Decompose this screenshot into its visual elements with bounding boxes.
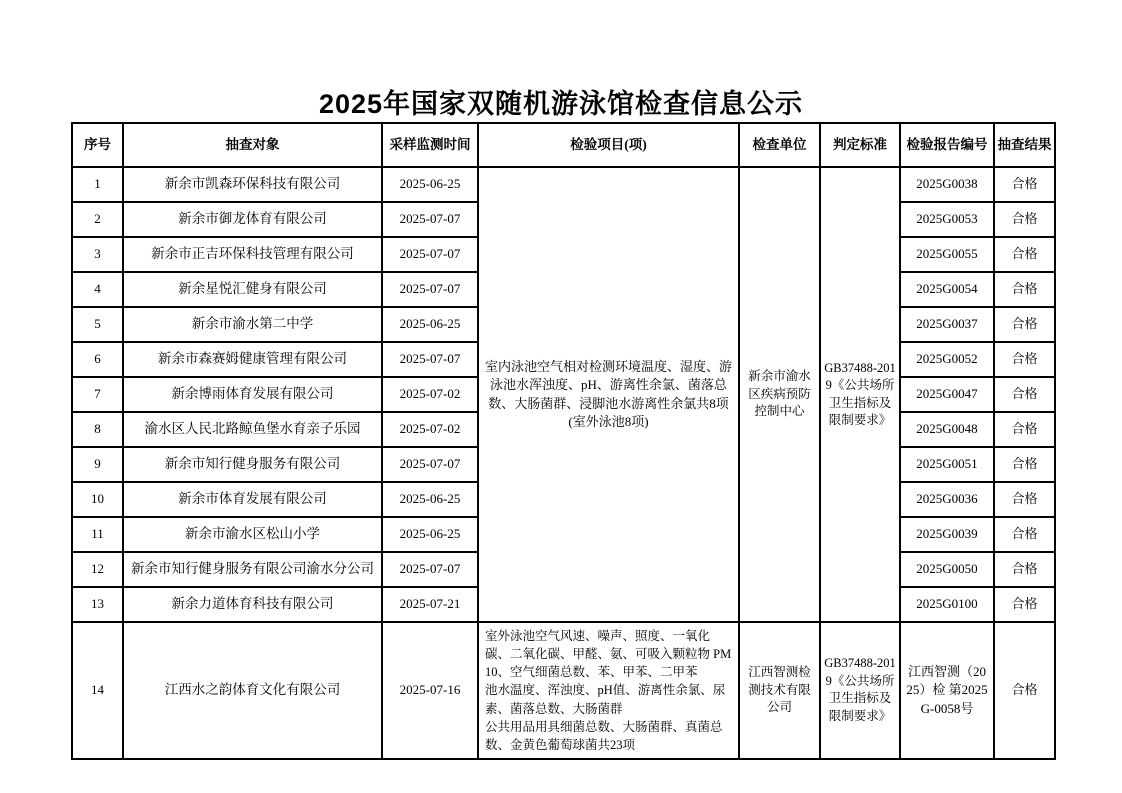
cell-no: 14 <box>72 622 123 759</box>
items-line-water: 池水温度、浑浊度、pH值、游离性余氯、尿素、菌落总数、大肠菌群 <box>485 683 726 716</box>
cell-target: 新余市渝水区松山小学 <box>123 517 382 552</box>
cell-report: 2025G0037 <box>900 307 994 342</box>
cell-result: 合格 <box>994 377 1055 412</box>
cell-no: 2 <box>72 202 123 237</box>
cell-report: 2025G0038 <box>900 167 994 202</box>
cell-target: 新余市御龙体育有限公司 <box>123 202 382 237</box>
cell-result: 合格 <box>994 587 1055 622</box>
cell-items-merged: 室内泳池空气相对检测环境温度、湿度、游泳池水浑浊度、pH、游离性余氯、菌落总数、大肠菌群、浸脚池水游离性余氯共8项(室外泳池8项) <box>478 167 739 622</box>
cell-report: 2025G0054 <box>900 272 994 307</box>
cell-items <box>478 622 739 759</box>
cell-report: 2025G0048 <box>900 412 994 447</box>
cell-no: 4 <box>72 272 123 307</box>
cell-report: 2025G0052 <box>900 342 994 377</box>
cell-target: 江西水之韵体育文化有限公司 <box>123 622 382 759</box>
cell-report: 2025G0051 <box>900 447 994 482</box>
col-header-result: 抽查结果 <box>994 123 1055 167</box>
cell-result: 合格 <box>994 237 1055 272</box>
items-line-air: 室外泳池空气风速、噪声、照度、一氧化碳、二氧化碳、甲醛、氨、可吸入颗粒物 PM10、空气细菌总数、苯、甲苯、二甲苯 <box>485 629 732 680</box>
cell-report: 2025G0036 <box>900 482 994 517</box>
cell-report: 2025G0047 <box>900 377 994 412</box>
cell-result: 合格 <box>994 552 1055 587</box>
col-header-no: 序号 <box>72 123 123 167</box>
col-header-standard: 判定标准 <box>820 123 900 167</box>
cell-date: 2025-07-21 <box>382 587 478 622</box>
cell-date: 2025-07-07 <box>382 202 478 237</box>
cell-date: 2025-06-25 <box>382 307 478 342</box>
cell-no: 10 <box>72 482 123 517</box>
cell-no: 5 <box>72 307 123 342</box>
cell-date: 2025-07-02 <box>382 412 478 447</box>
cell-unit: 江西智测检测技术有限公司 <box>739 622 820 759</box>
cell-result: 合格 <box>994 167 1055 202</box>
cell-report: 2025G0039 <box>900 517 994 552</box>
cell-target: 新余市知行健身服务有限公司 <box>123 447 382 482</box>
cell-no: 7 <box>72 377 123 412</box>
cell-result: 合格 <box>994 342 1055 377</box>
col-header-unit: 检查单位 <box>739 123 820 167</box>
cell-target: 新余市渝水第二中学 <box>123 307 382 342</box>
cell-target: 渝水区人民北路鲸鱼堡水育亲子乐园 <box>123 412 382 447</box>
cell-date: 2025-06-25 <box>382 167 478 202</box>
cell-date: 2025-07-16 <box>382 622 478 759</box>
cell-target: 新余力道体育科技有限公司 <box>123 587 382 622</box>
col-header-items: 检验项目(项) <box>478 123 739 167</box>
cell-result: 合格 <box>994 517 1055 552</box>
cell-result: 合格 <box>994 412 1055 447</box>
inspection-table <box>71 122 1056 760</box>
cell-date: 2025-07-07 <box>382 447 478 482</box>
cell-result: 合格 <box>994 482 1055 517</box>
table-header-row <box>72 123 1055 167</box>
cell-date: 2025-07-07 <box>382 552 478 587</box>
cell-target: 新余市森赛姆健康管理有限公司 <box>123 342 382 377</box>
cell-no: 1 <box>72 167 123 202</box>
cell-result: 合格 <box>994 447 1055 482</box>
cell-target: 新余市体育发展有限公司 <box>123 482 382 517</box>
col-header-report: 检验报告编号 <box>900 123 994 167</box>
cell-no: 3 <box>72 237 123 272</box>
cell-report: 2025G0053 <box>900 202 994 237</box>
cell-no: 11 <box>72 517 123 552</box>
cell-standard-merged: GB37488-2019《公共场所卫生指标及限制要求》 <box>820 167 900 622</box>
table-row <box>72 167 1055 202</box>
table-row <box>72 622 1055 759</box>
cell-target: 新余星悦汇健身有限公司 <box>123 272 382 307</box>
cell-result: 合格 <box>994 202 1055 237</box>
cell-target: 新余市凯森环保科技有限公司 <box>123 167 382 202</box>
page-title: 2025年国家双随机游泳馆检查信息公示 <box>318 89 804 119</box>
cell-no: 12 <box>72 552 123 587</box>
cell-date: 2025-07-07 <box>382 272 478 307</box>
cell-no: 13 <box>72 587 123 622</box>
items-line-utensils: 公共用品用具细菌总数、大肠菌群、真菌总数、金黄色葡萄球菌共23项 <box>485 719 723 752</box>
cell-date: 2025-07-07 <box>382 237 478 272</box>
cell-report: 2025G0055 <box>900 237 994 272</box>
cell-date: 2025-07-02 <box>382 377 478 412</box>
cell-report: 2025G0100 <box>900 587 994 622</box>
cell-date: 2025-06-25 <box>382 517 478 552</box>
col-header-target: 抽查对象 <box>123 123 382 167</box>
cell-target: 新余博雨体育发展有限公司 <box>123 377 382 412</box>
cell-no: 6 <box>72 342 123 377</box>
cell-result: 合格 <box>994 307 1055 342</box>
cell-date: 2025-06-25 <box>382 482 478 517</box>
cell-standard: GB37488-2019《公共场所卫生指标及限制要求》 <box>820 622 900 759</box>
cell-target: 新余市正吉环保科技管理有限公司 <box>123 237 382 272</box>
cell-no: 8 <box>72 412 123 447</box>
cell-date: 2025-07-07 <box>382 342 478 377</box>
col-header-date: 采样监测时间 <box>382 123 478 167</box>
cell-no: 9 <box>72 447 123 482</box>
cell-result: 合格 <box>994 622 1055 759</box>
cell-target: 新余市知行健身服务有限公司渝水分公司 <box>123 552 382 587</box>
cell-report: 江西智测（2025）检 第2025G-0058号 <box>900 622 994 759</box>
cell-report: 2025G0050 <box>900 552 994 587</box>
cell-result: 合格 <box>994 272 1055 307</box>
cell-unit-merged: 新余市渝水区疾病预防控制中心 <box>739 167 820 622</box>
